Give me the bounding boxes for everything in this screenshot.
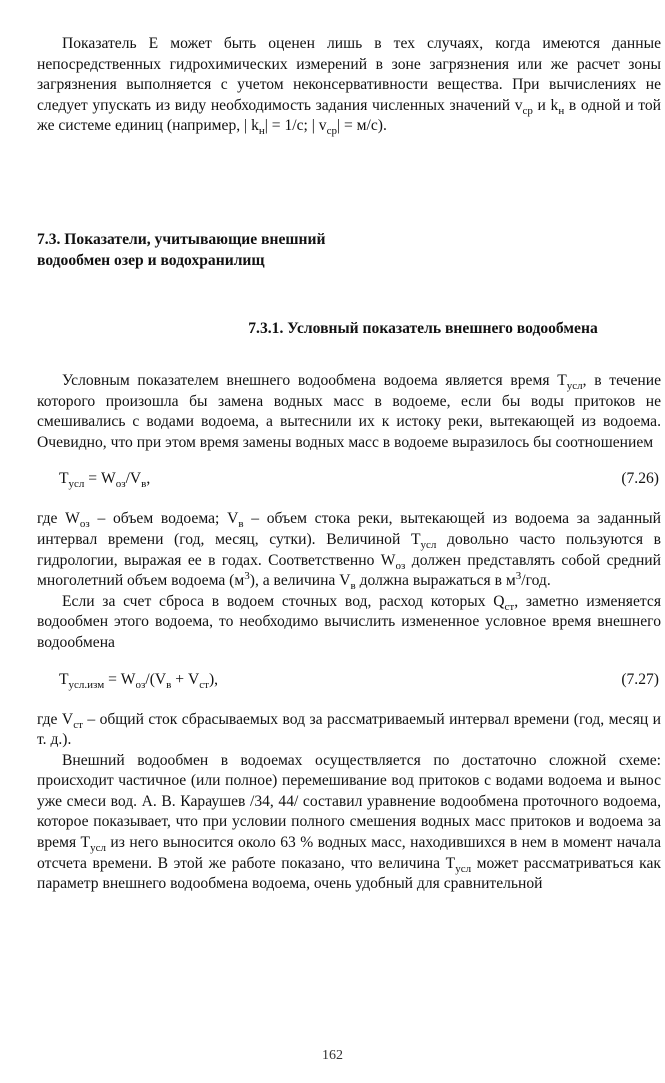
equation-number: (7.26) — [621, 470, 659, 488]
formula-7-26: $T_{усл} = W_{оз}/V_в$, (7.26) — [59, 470, 659, 491]
paragraph-sewage: Если за счет сброса в водоем сточных вод, расход которых $Q_{ст}$, заметно изменяется водообмен этого водоема, то необходимо вычислить измененное условное время внешнего водообмена — [37, 592, 661, 651]
section-title: 7.3. Показатели, учитывающие внешний водообмен озер и водохранилищ — [37, 230, 326, 269]
paragraph-where-1: где $W_{оз}$ – объем водоема; $V_в$ – объем стока реки, вытекающей из водоема за заданный интервал времени (год, месяц, сутки). Величиной $T_{усл}$ довольно часто пользуются в гидрологии, выражая ее в годах. Соответственно $W_{оз}$ должен представлять собой средний многолетний объем водоема $(м^3)$, а величина $V_в$ должна выражаться в $м^3$/год. — [37, 510, 661, 593]
paragraph-where-2: где $V_{ст}$ – общий сток сбрасываемых вод за рассматриваемый интервал времени (год, месяц и т. д.). — [37, 710, 661, 749]
paragraph-definition: Условным показателем внешнего водообмена водоема является время $T_{усл}$, в течение которого произошла бы замена водных масс в водоеме, если бы воды притоков не смешивались с водами водоема, а вытеснили их к истоку реки, вытекающей из водоема. Очевидно, что при этом время замены водных масс в водоеме выразилось бы соотношением — [37, 371, 662, 451]
paragraph-karaushev: Внешний водообмен в водоемах осуществляется по достаточно сложной схеме: происходит частичное (или полное) перемешивание вод притоков с водами водоема и вынос уже смеси вод. А. В. Караушев /34, 44/ составил уравнение водообмена проточного водоема, которое показывает, что при условии полного смешения водных масс притоков и водоема за время $T_{усл}$ из него выносится около 63 % водных масс, находившихся в нем в момент начала отсчета времени. В этой же работе показано, что величина $T_{усл}$ может рассматриваться как параметр внешнего водообмена водоема, очень удобный для сравнительной — [37, 751, 662, 893]
document-page — [37, 34, 661, 895]
equation-number: (7.27) — [621, 670, 659, 688]
page-number: 162 — [322, 1048, 343, 1063]
formula-7-27: $T_{усл.изм} = W_{оз}/(V_в + V_{ст})$, (7.27) — [59, 670, 659, 691]
subsection-title: 7.3.1. Условный показатель внешнего водообмена — [248, 319, 598, 337]
intro-paragraph: Показатель E может быть оценен лишь в тех случаях, когда имеются данные непосредственных гидрохимических измерений в зоне загрязнения или же расчет зоны загрязнения выполняется с учетом неконсервативности вещества. При вычислениях не следует упускать из виду необходимость задания численных значений $v_{ср}$ и $k_н$ в одной и той же системе единиц (например, | $k_н| = 1/с$; | $v_{ср}| = м/с$). — [37, 35, 661, 138]
